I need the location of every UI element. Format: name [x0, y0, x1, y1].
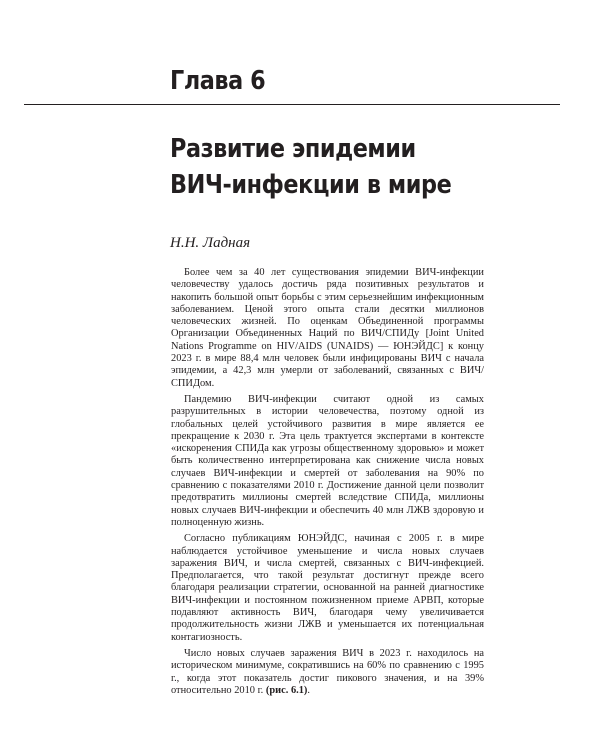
- paragraph-1: Более чем за 40 лет существования эпидемии ВИЧ-инфекции человечеству удалось достичь ряда позитивных результатов и накопить большой опыт борьбы с этим серьезнейшим инфекционным заболеванием. Ценой этого опыта стали десятки миллионов человеческих жизней. По оценкам Объединенной программы Организации Объединенных Наций по ВИЧ/СПИДу [Joint United Nations Programme on HIV/AIDS (UNAIDS) — ЮНЭЙДС] к концу 2023 г. в мире 88,4 млн человек были инфицированы ВИЧ с начала эпидемии, а 42,3 млн умерли от заболеваний, связанных с ВИЧ/СПИДом.: [171, 267, 484, 389]
- paragraph-4-text: Число новых случаев заражения ВИЧ в 2023 г. находилось на историческом минимуме, сократившись на 60% по сравнению с 1995 г., когда этот показатель достиг пикового значения, и на 39% относительно 2010 г.: [171, 647, 484, 696]
- chapter-title-line-2: ВИЧ-инфекции в мире: [170, 170, 452, 200]
- heading-divider: [24, 104, 560, 105]
- paragraph-2: Пандемию ВИЧ-инфекции считают одной из самых разрушительных в истории человечества, поэтому одной из глобальных целей устойчивого развития в мире является ее прекращение к 2030 г. Эта цель трактуется экспертами в контексте «искоренения СПИДа как угрозы общественному здоровью» и может быть количественно интерпретирована как снижение числа новых случаев ВИЧ-инфекции и смертей от заболевания на 90% по сравнению с показателями 2010 г. Достижение данной цели позволит предотвратить миллионы смертей вследствие СПИДа, миллионы новых случаев ВИЧ-инфекции и обеспечить 40 млн ЛЖВ здоровую и полноценную жизнь.: [171, 393, 484, 528]
- chapter-title: [170, 131, 451, 203]
- figure-reference[interactable]: (рис. 6.1): [265, 684, 308, 696]
- paragraph-4-end: .: [307, 684, 310, 696]
- chapter-heading: Глава 6: [170, 66, 266, 96]
- author-name: Н.Н. Ладная: [170, 235, 251, 251]
- body-text: [171, 267, 484, 701]
- chapter-title-line-1: Развитие эпидемии: [170, 134, 416, 164]
- paragraph-3: Согласно публикациям ЮНЭЙДС, начиная с 2005 г. в мире наблюдается устойчивое уменьшение и числа новых случаев заражения ВИЧ, и числа смертей, связанных с ВИЧ-инфекцией. Предполагается, что такой результат достигнут прежде всего благодаря реализации стратегии, основанной на ранней диагностике ВИЧ-инфекции и постоянном пожизненном приеме АРВП, которые подавляют активность ВИЧ, благодаря чему увеличивается продолжительность жизни ЛЖВ и уменьшается их потенциальная контагиозность.: [171, 533, 484, 643]
- paragraph-4: [171, 648, 484, 697]
